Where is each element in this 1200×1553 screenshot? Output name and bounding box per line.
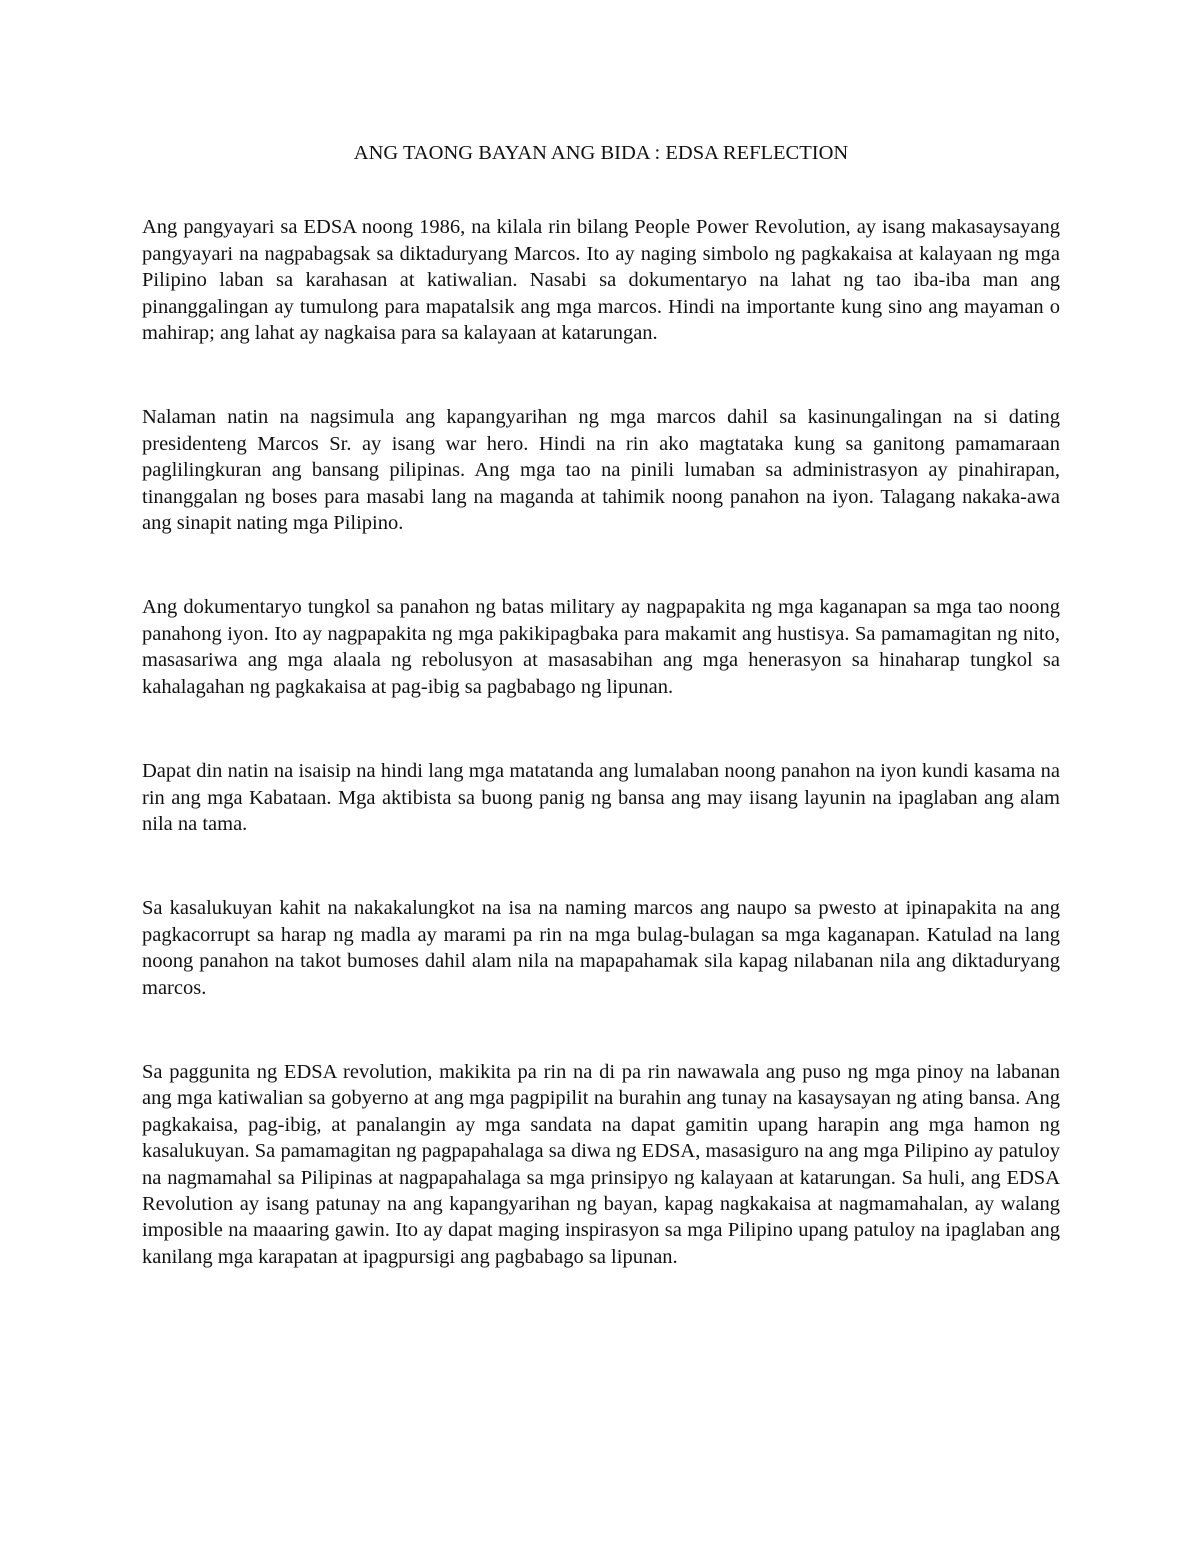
paragraph-5: Sa kasalukuyan kahit na nakakalungkot na isa na naming marcos ang naupo sa pwesto at ipinapakita na ang pagkacorrupt sa harap ng madla ay marami pa rin na mga bulag-bulagan sa mga kaganapan. Katulad na lang noong panahon na takot bumoses dahil alam nila na mapapahamak sila kapag nilabanan nila ang diktaduryang marcos.: [142, 897, 1060, 999]
paragraph-6: Sa paggunita ng EDSA revolution, makikita pa rin na di pa rin nawawala ang puso ng mga pinoy na labanan ang mga katiwalian sa gobyerno at ang mga pagpipilit na burahin ang tunay na kasaysayan ng ating bansa. Ang pagkakaisa, pag-ibig, at panalangin ay mga sandata na dapat gamitin upang harapin ang mga hamon ng kasalukuyan. Sa pamamagitan ng pagpapahalaga sa diwa ng EDSA, masasiguro na ang mga Pilipino ay patuloy na nagmamahal sa Pilipinas at nagpapahalaga sa mga prinsipyo ng kalayaan at katarungan. Sa huli, ang EDSA Revolution ay isang patunay na ang kapangyarihan ng bayan, kapag nagkakaisa at nagmamahalan, ay walang imposible na maaaring gawin. Ito ay dapat maging inspirasyon sa mga Pilipino upang patuloy na ipaglaban ang kanilang mga karapatan at ipagpursigi ang pagbabago sa lipunan.: [142, 1060, 1060, 1268]
paragraph-2: Nalaman natin na nagsimula ang kapangyarihan ng mga marcos dahil sa kasinungalingan na si dating presidenteng Marcos Sr. ay isang war hero. Hindi na rin ako magtataka kung sa ganitong pamamaraan paglilingkuran ang bansang pilipinas. Ang mga tao na pinili lumaban sa administrasyon ay pinahirapan, tinanggalan ng boses para masabi lang na maganda at tahimik noong panahon na iyon. Talagang nakaka-awa ang sinapit nating mga Pilipino.: [142, 406, 1060, 535]
document-body: [142, 140, 1060, 1270]
document-title: ANG TAONG BAYAN ANG BIDA : EDSA REFLECTION: [353, 142, 849, 164]
paragraph-1: Ang pangyayari sa EDSA noong 1986, na kilala rin bilang People Power Revolution, ay isang makasaysayang pangyayari na nagpabagsak sa diktaduryang Marcos. Ito ay naging simbolo ng pagkakaisa at kalayaan ng mga Pilipino laban sa karahasan at katiwalian. Nasabi sa dokumentaryo na lahat ng tao iba-iba man ang pinanggalingan ay tumulong para mapatalsik ang mga marcos. Hindi na importante kung sino ang mayaman o mahirap; ang lahat ay nagkaisa para sa kalayaan at katarungan.: [142, 216, 1060, 345]
paragraph-3: Ang dokumentaryo tungkol sa panahon ng batas military ay nagpapakita ng mga kaganapan sa mga tao noong panahong iyon. Ito ay nagpapakita ng mga pakikipagbaka para makamit ang hustisya. Sa pamamagitan ng nito, masasariwa ang mga alaala ng rebolusyon at masasabihan ang mga henerasyon sa hinaharap tungkol sa kahalagahan ng pagkakaisa at pag-ibig sa pagbabago ng lipunan.: [142, 596, 1060, 698]
paragraph-4: Dapat din natin na isaisip na hindi lang mga matatanda ang lumalaban noong panahon na iyon kundi kasama na rin ang mga Kabataan. Mga aktibista sa buong panig ng bansa ang may iisang layunin na ipaglaban ang alam nila na tama.: [142, 760, 1060, 835]
